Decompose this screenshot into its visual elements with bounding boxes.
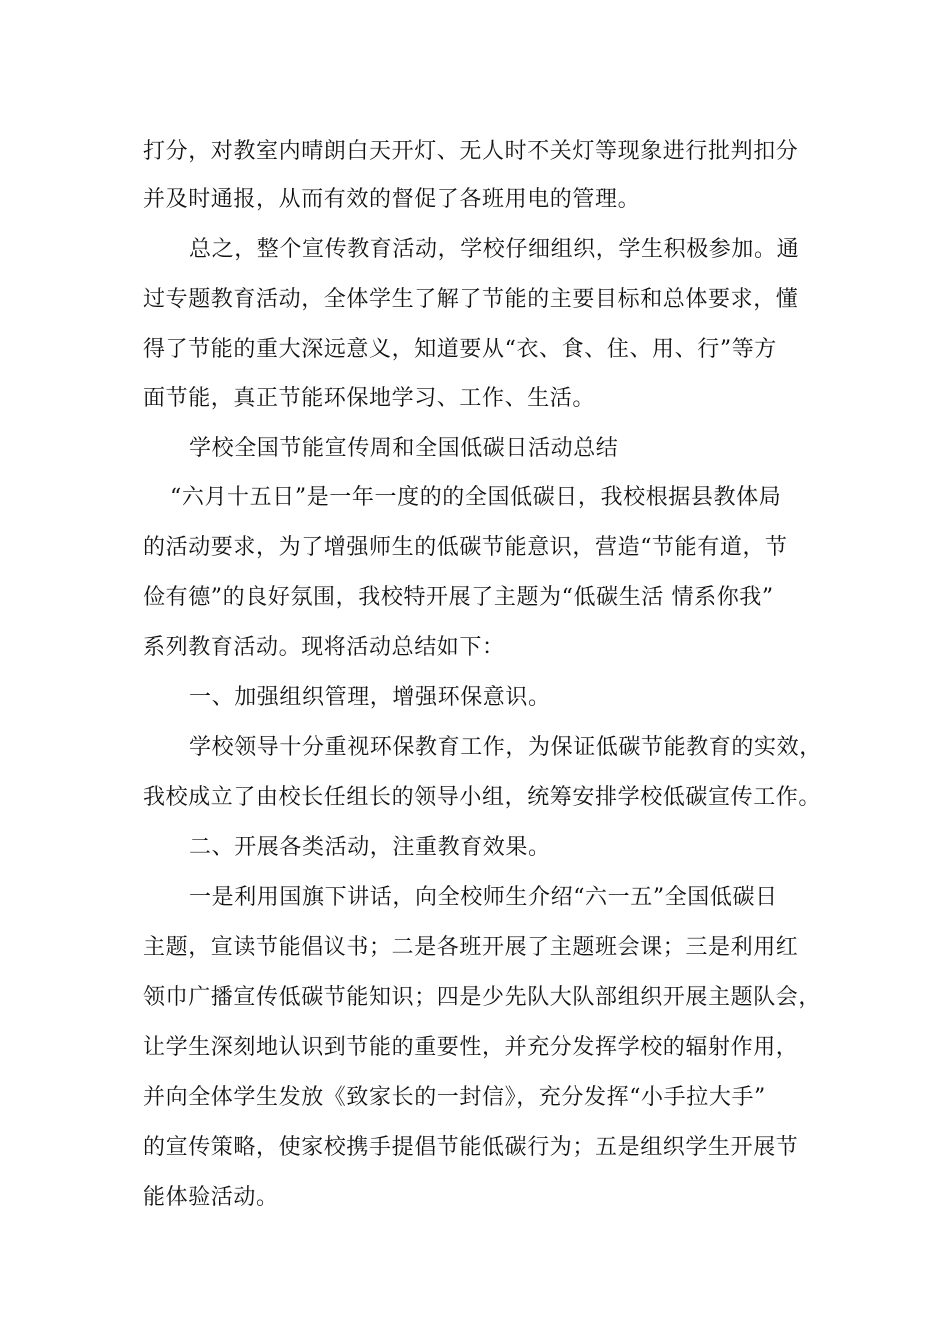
text-line-16: 一是利用国旗下讲话，向全校师生介绍“六一五”全国低碳日 (189, 885, 778, 910)
text-line-17: 主题，宣读节能倡议书；二是各班开展了主题班会课；三是利用红 (143, 935, 799, 960)
heading-one: 一、加强组织管理，增强环保意识。 (189, 685, 551, 710)
text-line-13: 学校领导十分重视环保教育工作，为保证低碳节能教育的实效， (189, 735, 822, 760)
text-line-20: 并向全体学生发放《致家长的一封信》，充分发挥“小手拉大手” (143, 1085, 766, 1110)
text-line-5: 得了节能的重大深远意义，知道要从“衣、食、住、用、行”等方 (143, 337, 777, 362)
text-line-18: 领巾广播宣传低碳节能知识；四是少先队大队部组织开展主题队会， (143, 985, 822, 1010)
text-line-11: 系列教育活动。现将活动总结如下： (143, 635, 505, 660)
text-line-6: 面节能，真正节能环保地学习、工作、生活。 (143, 386, 596, 411)
text-line-4: 过专题教育活动，全体学生了解了节能的主要目标和总体要求，懂 (143, 287, 799, 312)
text-line-22: 能体验活动。 (143, 1185, 279, 1210)
section-title: 学校全国节能宣传周和全国低碳日活动总结 (189, 436, 619, 461)
text-line-9: 的活动要求，为了增强师生的低碳节能意识，营造“节能有道，节 (143, 535, 788, 560)
text-line-8: “六月十五日”是一年一度的的全国低碳日，我校根据县教体局 (170, 485, 782, 510)
text-line-3: 总之，整个宣传教育活动，学校仔细组织，学生积极参加。通 (189, 237, 800, 262)
text-line-1: 打分，对教室内晴朗白天开灯、无人时不关灯等现象进行批判扣分 (143, 139, 799, 164)
text-line-21: 的宣传策略，使家校携手提倡节能低碳行为；五是组织学生开展节 (143, 1135, 799, 1160)
text-line-19: 让学生深刻地认识到节能的重要性，并充分发挥学校的辐射作用， (143, 1035, 799, 1060)
text-line-10: 俭有德”的良好氛围，我校特开展了主题为“低碳生活 情系你我” (143, 585, 774, 610)
heading-two: 二、开展各类活动，注重教育效果。 (189, 835, 551, 860)
text-line-14: 我校成立了由校长任组长的领导小组，统筹安排学校低碳宣传工作。 (143, 785, 822, 810)
text-line-2: 并及时通报，从而有效的督促了各班用电的管理。 (143, 187, 641, 212)
